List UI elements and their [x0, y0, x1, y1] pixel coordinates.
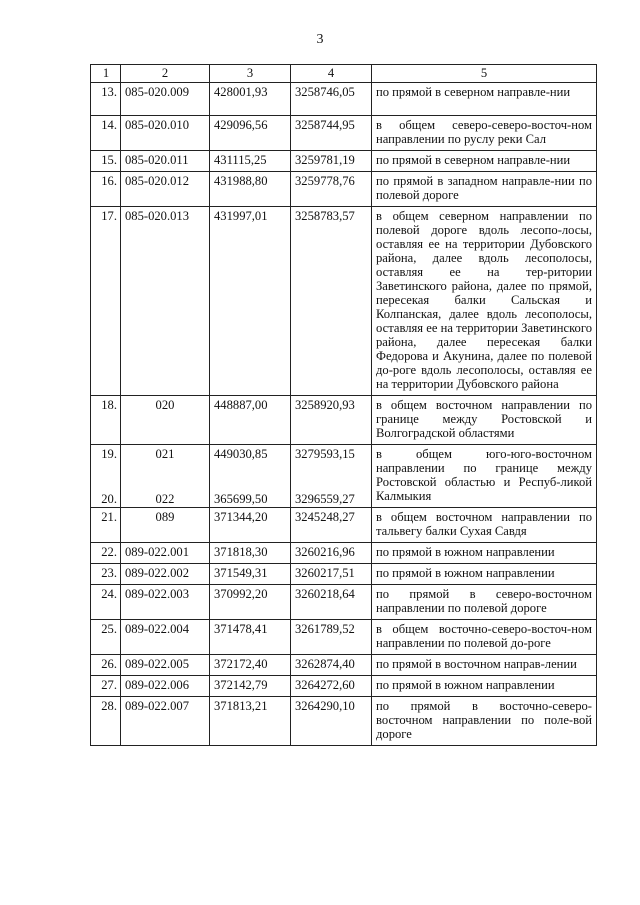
- coord-y: 3262874,40: [291, 655, 372, 676]
- table-row: [91, 445, 597, 479]
- direction-description: по прямой в северо-восточном направлении по полевой дороге: [372, 585, 597, 620]
- coord-x: 371549,31: [210, 564, 291, 585]
- row-number: 23.: [91, 564, 121, 585]
- table-row: [91, 697, 597, 746]
- direction-description: в общем юго-юго-восточном направлении по границе между Ростовской областью и Респуб-ликой Калмыкия: [372, 445, 597, 508]
- point-code: 085-020.011: [121, 151, 210, 172]
- coord-x: 371818,30: [210, 543, 291, 564]
- direction-description: по прямой в западном направле-нии по полевой дороге: [372, 172, 597, 207]
- coord-x: 429096,56: [210, 116, 291, 151]
- row-number: 19.: [91, 445, 121, 479]
- row-number: 27.: [91, 676, 121, 697]
- row-number: 25.: [91, 620, 121, 655]
- header-col-1: 1: [91, 65, 121, 83]
- point-code: 022: [121, 478, 210, 507]
- point-code: 085-020.010: [121, 116, 210, 151]
- coord-x: 372142,79: [210, 676, 291, 697]
- row-number: 22.: [91, 543, 121, 564]
- table-row: [91, 585, 597, 620]
- table-row: [91, 508, 597, 543]
- direction-description: по прямой в южном направлении: [372, 676, 597, 697]
- coord-x: 431115,25: [210, 151, 291, 172]
- coord-x: 431997,01: [210, 207, 291, 396]
- coord-y: 3261789,52: [291, 620, 372, 655]
- table-row: [91, 620, 597, 655]
- coord-y: 3260216,96: [291, 543, 372, 564]
- direction-description: в общем восточном направлении по тальвегу балки Сухая Савдя: [372, 508, 597, 543]
- coord-x: 449030,85: [210, 445, 291, 479]
- coord-x: 365699,50: [210, 478, 291, 507]
- header-col-5: 5: [372, 65, 597, 83]
- point-code: 021: [121, 445, 210, 479]
- coord-x: 371813,21: [210, 697, 291, 746]
- point-code: 085-020.009: [121, 83, 210, 116]
- point-code: 089-022.001: [121, 543, 210, 564]
- coord-x: 370992,20: [210, 585, 291, 620]
- row-number: 14.: [91, 116, 121, 151]
- direction-description: по прямой в северном направле-нии: [372, 83, 597, 116]
- direction-description: в общем восточном направлении по границе между Ростовской и Волгоградской областями: [372, 396, 597, 445]
- table-header-row: [91, 65, 597, 83]
- direction-description: по прямой в восточном направ-лении: [372, 655, 597, 676]
- row-number: 28.: [91, 697, 121, 746]
- point-code: 089: [121, 508, 210, 543]
- table-row: [91, 151, 597, 172]
- table-row: [91, 207, 597, 396]
- direction-description: в общем северо-северо-восточ-ном направлении по руслу реки Сал: [372, 116, 597, 151]
- coord-y: 3258746,05: [291, 83, 372, 116]
- table-row: [91, 655, 597, 676]
- direction-description: по прямой в южном направлении: [372, 543, 597, 564]
- direction-description: в общем восточно-северо-восточ-ном направлении по полевой до-роге: [372, 620, 597, 655]
- point-code: 089-022.003: [121, 585, 210, 620]
- coord-y: 3260218,64: [291, 585, 372, 620]
- page-number: 3: [316, 32, 324, 47]
- table-row: [91, 116, 597, 151]
- row-number: 24.: [91, 585, 121, 620]
- coord-x: 431988,80: [210, 172, 291, 207]
- row-number: 16.: [91, 172, 121, 207]
- row-number: 17.: [91, 207, 121, 396]
- point-code: 089-022.005: [121, 655, 210, 676]
- boundary-table: [90, 64, 597, 746]
- point-code: 089-022.007: [121, 697, 210, 746]
- point-code: 089-022.004: [121, 620, 210, 655]
- point-code: 089-022.006: [121, 676, 210, 697]
- coord-x: 428001,93: [210, 83, 291, 116]
- direction-description: по прямой в северном направле-нии: [372, 151, 597, 172]
- direction-description: по прямой в восточно-северо-восточном направлении по поле-вой дороге: [372, 697, 597, 746]
- table-row: [91, 676, 597, 697]
- table-row: [91, 396, 597, 445]
- row-number: 21.: [91, 508, 121, 543]
- table-row: [91, 172, 597, 207]
- row-number: 26.: [91, 655, 121, 676]
- coord-x: 371344,20: [210, 508, 291, 543]
- coord-y: 3264290,10: [291, 697, 372, 746]
- point-code: 089-022.002: [121, 564, 210, 585]
- coord-y: 3259778,76: [291, 172, 372, 207]
- coord-y: 3258744,95: [291, 116, 372, 151]
- row-number: 20.: [91, 478, 121, 507]
- coord-y: 3259781,19: [291, 151, 372, 172]
- coord-y: 3258783,57: [291, 207, 372, 396]
- table-row: [91, 564, 597, 585]
- coord-y: 3245248,27: [291, 508, 372, 543]
- coord-y: 3296559,27: [291, 478, 372, 507]
- direction-description: по прямой в южном направлении: [372, 564, 597, 585]
- coord-y: 3260217,51: [291, 564, 372, 585]
- header-col-3: 3: [210, 65, 291, 83]
- header-col-2: 2: [121, 65, 210, 83]
- row-number: 13.: [91, 83, 121, 116]
- point-code: 085-020.012: [121, 172, 210, 207]
- table-row: [91, 543, 597, 564]
- direction-description: в общем северном направлении по полевой дороге вдоль лесопо-лосы, оставляя ее на территории Дубовского района, далее вдоль лесополосы, оставляя ее на тер-ритории Заветинского района, далее по прямой, пересекая балки Сальская и Колпанская, далее вдоль лесополосы, оставляя ее на территории Заветинского района, далее пересекая балки Федорова и Акунина, далее по полевой до-роге вдоль лесополосы, оставляя ее на территории Дубовского района: [372, 207, 597, 396]
- coord-y: 3258920,93: [291, 396, 372, 445]
- point-code: 020: [121, 396, 210, 445]
- point-code: 085-020.013: [121, 207, 210, 396]
- coord-x: 371478,41: [210, 620, 291, 655]
- coord-x: 448887,00: [210, 396, 291, 445]
- row-number: 15.: [91, 151, 121, 172]
- coord-y: 3264272,60: [291, 676, 372, 697]
- row-number: 18.: [91, 396, 121, 445]
- coord-x: 372172,40: [210, 655, 291, 676]
- coord-y: 3279593,15: [291, 445, 372, 479]
- header-col-4: 4: [291, 65, 372, 83]
- table-row: [91, 83, 597, 116]
